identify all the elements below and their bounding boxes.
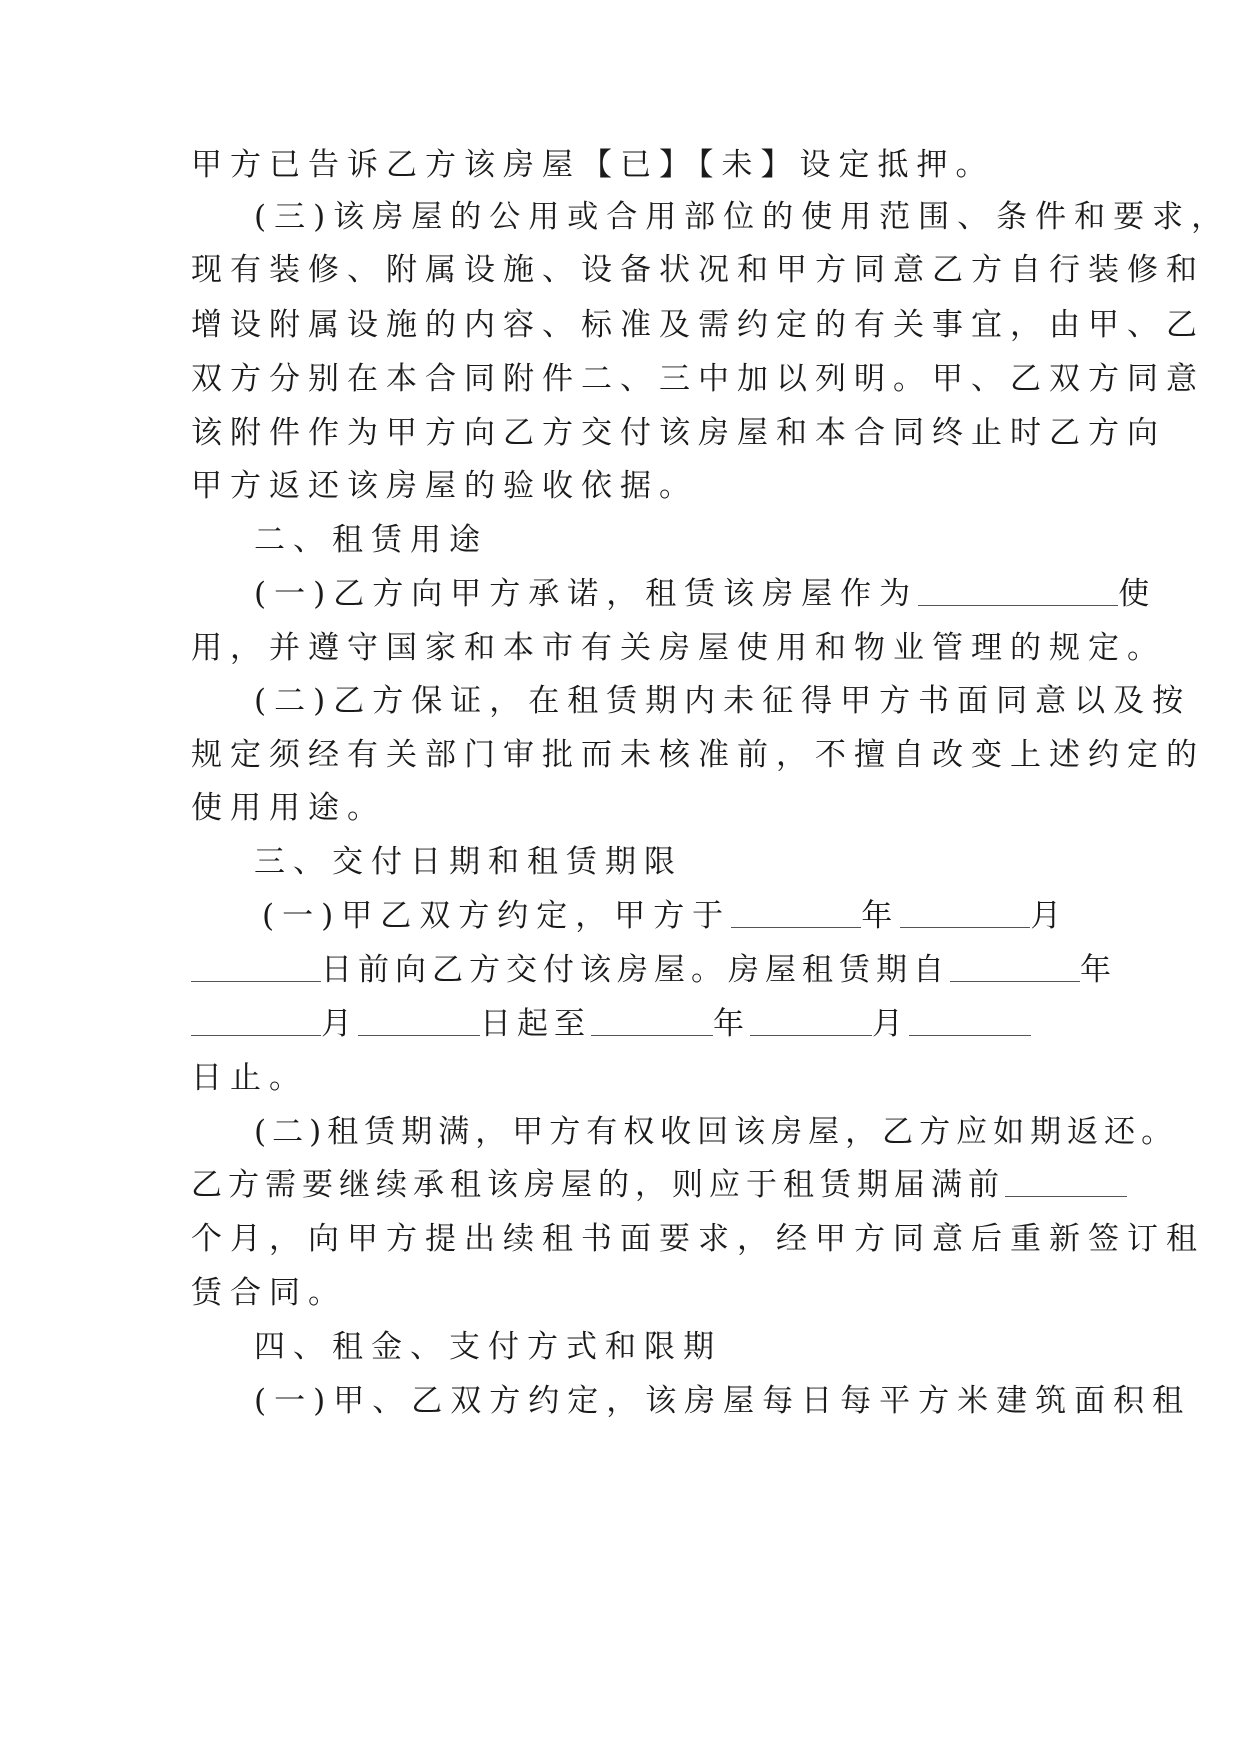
text-line: 日止。 [191, 1060, 308, 1096]
text-line [191, 941, 1117, 999]
fill-blank[interactable] [191, 945, 321, 982]
text-segment: 日起至 [480, 1006, 591, 1042]
text-segment: (一)乙方向甲方承诺，租赁该房屋作为 [254, 576, 919, 612]
text-line [191, 1156, 1051, 1214]
text-segment: 日前向乙方交付该房屋。房屋租赁期自 [321, 952, 950, 988]
text-segment: (一)甲乙双方约定，甲方于 [262, 898, 732, 934]
fill-blank[interactable] [358, 999, 480, 1036]
section-heading: 四、租金、支付方式和限期 [254, 1329, 722, 1365]
text-segment: 月 [321, 1006, 358, 1042]
fill-blank[interactable] [950, 945, 1080, 982]
fill-blank[interactable] [909, 999, 1031, 1036]
text-segment: 乙方需要继续承租该房屋的，则应于租赁期届满前 [191, 1167, 1005, 1203]
fill-blank[interactable] [900, 891, 1030, 928]
fill-blank[interactable] [750, 999, 872, 1036]
text-line: 增设附属设施的内容、标准及需约定的有关事宜，由甲、乙 [191, 307, 1205, 343]
text-segment: 月 [872, 1006, 909, 1042]
text-line: 该附件作为甲方向乙方交付该房屋和本合同终止时乙方向 [191, 415, 1166, 451]
text-line: 使用用途。 [191, 790, 386, 826]
fill-blank[interactable] [591, 999, 713, 1036]
section-heading: 三、交付日期和租赁期限 [254, 844, 683, 880]
text-line: (二)租赁期满，甲方有权收回该房屋，乙方应如期返还。 [254, 1114, 1179, 1150]
text-line: 甲方已告诉乙方该房屋【已】【未】设定抵押。 [191, 147, 995, 183]
text-line [262, 887, 1070, 945]
text-line: 规定须经有关部门审批而未核准前，不擅自改变上述约定的 [191, 737, 1205, 773]
fill-blank[interactable] [191, 999, 321, 1036]
text-segment: 年 [861, 898, 901, 934]
text-segment: 年 [713, 1006, 750, 1042]
text-line [254, 565, 1158, 623]
text-line: (三)该房屋的公用或合用部位的使用范围、条件和要求， [254, 199, 1231, 235]
text-segment: 年 [1080, 952, 1117, 988]
text-line: (二)乙方保证，在租赁期内未征得甲方书面同意以及按 [254, 683, 1192, 719]
text-segment: 使 [1118, 576, 1158, 612]
text-line: 甲方返还该房屋的验收依据。 [191, 468, 698, 504]
text-line [191, 995, 1051, 1053]
text-segment: 月 [1030, 898, 1070, 934]
section-heading: 二、租赁用途 [254, 522, 488, 558]
text-line: 赁合同。 [191, 1275, 347, 1311]
text-line: (一)甲、乙双方约定，该房屋每日每平方米建筑面积租 [254, 1383, 1192, 1419]
fill-blank[interactable] [731, 891, 861, 928]
fill-blank[interactable] [918, 569, 1118, 606]
text-line: 个月，向甲方提出续租书面要求，经甲方同意后重新签订租 [191, 1221, 1205, 1257]
fill-blank[interactable] [1005, 1160, 1127, 1197]
text-line: 双方分别在本合同附件二、三中加以列明。甲、乙双方同意 [191, 361, 1205, 397]
text-line: 现有装修、附属设施、设备状况和甲方同意乙方自行装修和 [191, 252, 1205, 288]
text-line: 用，并遵守国家和本市有关房屋使用和物业管理的规定。 [191, 630, 1166, 666]
